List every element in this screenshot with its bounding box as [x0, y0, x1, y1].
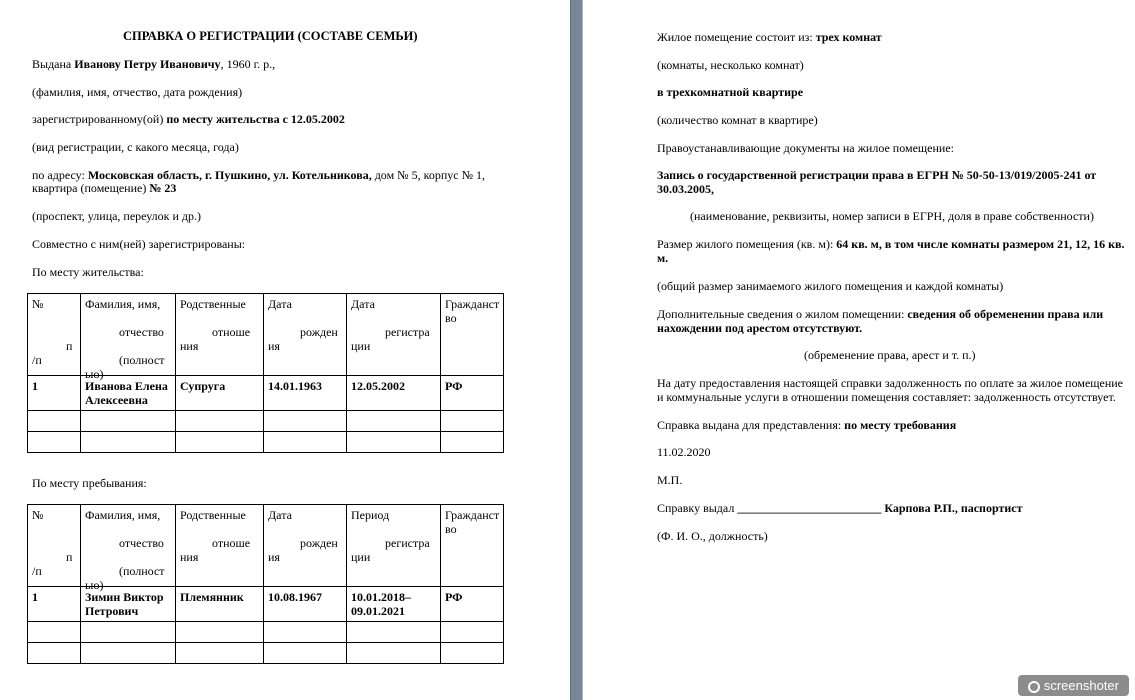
- residence-label: По месту жительства:: [32, 265, 144, 279]
- extra-line: [657, 307, 1127, 335]
- registered-prefix: зарегистрированному(ой): [32, 112, 167, 126]
- stay-label: По месту пребывания:: [32, 476, 147, 490]
- issuer-blank: ________________________: [737, 501, 882, 515]
- flat-value: в трехкомнатной квартире: [657, 85, 804, 99]
- table-header-row: [28, 505, 504, 587]
- extra-value: сведения об обременении права или нахождении под арестом отсутствуют.: [657, 307, 1104, 335]
- watermark-label: screenshoter: [1043, 678, 1119, 693]
- seal-mark: М.П.: [657, 473, 683, 487]
- debt-text: На дату предоставления настоящей справки задолженность по оплате за жилое помещение и коммунальные услуги в отношении помещения составляет: задолженность отсутствует.: [657, 376, 1124, 404]
- page-divider: [570, 0, 583, 700]
- size-prefix: Размер жилого помещения (кв. м):: [657, 237, 837, 251]
- docs-label: Правоустанавливающие документы на жилое помещение:: [657, 141, 954, 155]
- rooms-hint: (комнаты, несколько комнат): [657, 58, 804, 72]
- header-period: Период регистра ции: [347, 505, 441, 587]
- registered-value: по месту жительства с 12.05.2002: [166, 112, 345, 126]
- issuer-line: [657, 501, 1023, 515]
- issue-date: 11.02.2020: [657, 445, 711, 459]
- table-header-row: [28, 294, 504, 376]
- size-line: [657, 237, 1127, 265]
- issuer-prefix: Справку выдал: [657, 501, 738, 515]
- header-citizenship: Гражданст во: [441, 294, 504, 376]
- issued-prefix: Выдана: [32, 57, 75, 71]
- docs-hint: (наименование, реквизиты, номер записи в ЕГРН, доля в праве собственности): [690, 209, 1094, 223]
- header-registration: Дата регистра ции: [347, 294, 441, 376]
- issued-hint: (фамилия, имя, отчество, дата рождения): [32, 85, 243, 99]
- registered-line: [32, 112, 345, 126]
- rooms-line: [657, 30, 882, 44]
- address-bold: Московская область, г. Пушкино, ул. Котельникова,: [87, 168, 372, 182]
- flat-hint: (количество комнат в квартире): [657, 113, 818, 127]
- header-name: Фамилия, имя, отчество (полност ью): [81, 505, 176, 587]
- registered-hint: (вид регистрации, с какого месяца, года): [32, 140, 239, 154]
- address-hint: (проспект, улица, переулок и др.): [32, 209, 202, 223]
- camera-icon: [1028, 681, 1040, 693]
- table-row: [28, 643, 504, 664]
- header-birth: Дата рожден ия: [264, 505, 347, 587]
- address-line2-prefix: квартира (помещение): [32, 181, 150, 195]
- issued-line: [32, 57, 275, 71]
- size-hint: (общий размер занимаемого жилого помещения и каждой комнаты): [657, 279, 1004, 293]
- table-row: 1 Зимин Виктор Петрович Племянник 10.08.1967 10.01.2018–09.01.2021 РФ: [28, 587, 504, 622]
- header-citizenship: Гражданст во: [441, 505, 504, 587]
- rooms-value: трех комнат: [815, 30, 882, 44]
- table-row: 1 Иванова Елена Алексеевна Супруга 14.01.1963 12.05.2002 РФ: [28, 376, 504, 411]
- issuer-hint: (Ф. И. О., должность): [657, 529, 768, 543]
- cohabit-label: Совместно с ним(ней) зарегистрированы:: [32, 237, 246, 251]
- header-relation: Родственные отноше ния: [176, 505, 264, 587]
- issued-suffix: , 1960 г. р.,: [220, 57, 276, 71]
- issued-for-prefix: Справка выдана для представления:: [657, 418, 845, 432]
- address-line2-bold: № 23: [149, 181, 177, 195]
- right-page: [583, 0, 1135, 700]
- extra-hint: (обременение права, арест и т. п.): [804, 348, 976, 362]
- rooms-prefix: Жилое помещение состоит из:: [657, 30, 816, 44]
- address-mid: дом № 5, корпус № 1,: [371, 168, 486, 182]
- screenshoter-watermark: [1018, 675, 1129, 696]
- address-line-2: [32, 181, 176, 195]
- table-row: [28, 432, 504, 453]
- table-row: [28, 622, 504, 643]
- header-birth: Дата рожден ия: [264, 294, 347, 376]
- header-num: № п /п: [28, 505, 81, 587]
- address-line: [32, 168, 485, 182]
- address-prefix: по адресу:: [32, 168, 88, 182]
- table-row: [28, 411, 504, 432]
- issued-for-value: по месту требования: [844, 418, 957, 432]
- header-relation: Родственные отноше ния: [176, 294, 264, 376]
- size-value: 64 кв. м, в том числе комнаты размером 21, 12, 16 кв. м.: [657, 237, 1125, 265]
- extra-prefix: Дополнительные сведения о жилом помещении:: [657, 307, 908, 321]
- header-num: № п /п: [28, 294, 81, 376]
- issued-for-line: [657, 418, 956, 432]
- residence-table: [27, 293, 504, 453]
- stay-table: [27, 504, 504, 664]
- header-name: Фамилия, имя, отчество (полност ью): [81, 294, 176, 376]
- issuer-value: Карпова Р.П., паспортист: [881, 501, 1023, 515]
- docs-value: Запись о государственной регистрации права в ЕГРН № 50-50-13/019/2005-241 от 30.03.2005,: [657, 168, 1097, 196]
- document-title: СПРАВКА О РЕГИСТРАЦИИ (СОСТАВЕ СЕМЬИ): [123, 29, 418, 43]
- issued-name: Иванову Петру Ивановичу: [74, 57, 221, 71]
